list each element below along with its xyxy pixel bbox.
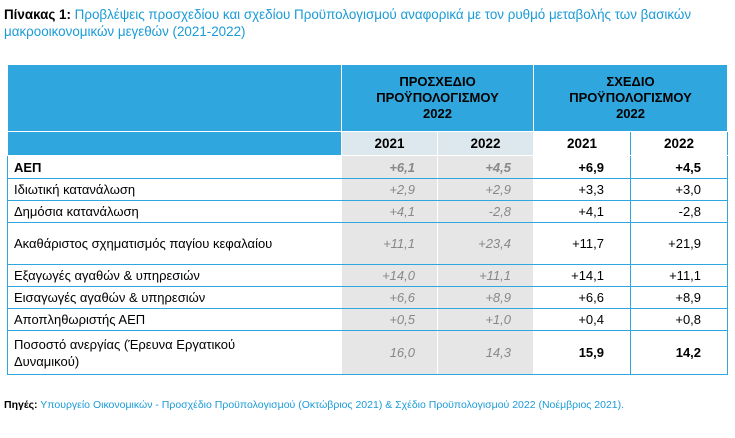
header-draft-line2: ΠΡΟΫΠΟΛΟΓΙΣΜΟΥ [376,90,499,105]
final-2022-value: +11,1 [631,265,728,287]
draft-2022-value: +4,5 [438,156,534,179]
final-2022-value: +3,0 [631,179,728,201]
header-year-row [8,132,728,156]
final-2021-value: +4,1 [534,201,631,223]
table-row [8,265,728,287]
draft-2022-value: +1,0 [438,309,534,331]
caption-lead: Πίνακας 1: [4,7,71,22]
final-2022-value: 14,2 [631,331,728,375]
draft-2022-value: +11,1 [438,265,534,287]
table-row [8,309,728,331]
caption-text: Προβλέψεις προσχεδίου και σχεδίου Προϋπολογισμού αναφορικά με τον ρυθμό μεταβολής των βασικών μακροοικονομικών μεγεθών (2021-2022) [4,7,692,39]
year-blank [8,132,342,156]
year-draft-2021: 2021 [342,132,438,156]
year-final-2022: 2022 [631,132,728,156]
draft-2022-value: 14,3 [438,331,534,375]
draft-2021-value: +2,9 [342,179,438,201]
row-label: Ιδιωτική κατανάλωση [8,179,342,201]
table-row [8,201,728,223]
table-caption [4,6,730,40]
header-draft-budget [342,65,534,132]
draft-2022-value: +2,9 [438,179,534,201]
draft-2021-value: +4,1 [342,201,438,223]
source-lead: Πηγές: [4,399,38,411]
final-2021-value: +14,1 [534,265,631,287]
row-label: Εισαγωγές αγαθών & υπηρεσιών [8,287,342,309]
draft-2021-value: +14,0 [342,265,438,287]
source-text: Υπουργείο Οικονομικών - Προσχέδιο Προϋπολογισμού (Οκτώβριος 2021) & Σχέδιο Προϋπολογισμού 2022 (Νοέμβριος 2021). [40,399,625,411]
header-blank [8,65,342,132]
final-2021-value: +6,9 [534,156,631,179]
final-2021-value: +6,6 [534,287,631,309]
table-row [8,331,728,375]
final-2021-value: +0,4 [534,309,631,331]
draft-2022-value: +8,9 [438,287,534,309]
final-2022-value: +0,8 [631,309,728,331]
final-2021-value: +3,3 [534,179,631,201]
draft-2022-value: -2,8 [438,201,534,223]
final-2022-value: +8,9 [631,287,728,309]
draft-2021-value: +6,1 [342,156,438,179]
header-draft-line3: 2022 [423,106,452,121]
final-2021-value: 15,9 [534,331,631,375]
row-label: Αποπληθωριστής ΑΕΠ [8,309,342,331]
header-final-line3: 2022 [616,106,645,121]
table-row [8,156,728,179]
year-draft-2022: 2022 [438,132,534,156]
row-label: Δημόσια κατανάλωση [8,201,342,223]
final-2022-value: +21,9 [631,223,728,265]
row-label: Εξαγωγές αγαθών & υπηρεσιών [8,265,342,287]
year-final-2021: 2021 [534,132,631,156]
header-final-line2: ΠΡΟΫΠΟΛΟΓΙΣΜΟΥ [569,90,692,105]
forecast-table [7,64,728,375]
row-label: Ακαθάριστος σχηματισμός παγίου κεφαλαίου [8,223,342,265]
final-2022-value: +4,5 [631,156,728,179]
draft-2021-value: +0,5 [342,309,438,331]
final-2021-value: +11,7 [534,223,631,265]
header-draft-line1: ΠΡΟΣΧΕΔΙΟ [399,74,476,89]
header-group-row [8,65,728,132]
header-final-line1: ΣΧΕΔΙΟ [606,74,655,89]
table-row [8,179,728,201]
table-row [8,223,728,265]
draft-2021-value: 16,0 [342,331,438,375]
draft-2021-value: +11,1 [342,223,438,265]
table-row [8,287,728,309]
draft-2021-value: +6,6 [342,287,438,309]
final-2022-value: -2,8 [631,201,728,223]
row-label: Ποσοστό ανεργίας (Έρευνα Εργατικού Δυναμικού) [8,331,342,375]
draft-2022-value: +23,4 [438,223,534,265]
source-note [4,398,730,412]
row-label: ΑΕΠ [8,156,342,179]
header-final-budget [534,65,728,132]
